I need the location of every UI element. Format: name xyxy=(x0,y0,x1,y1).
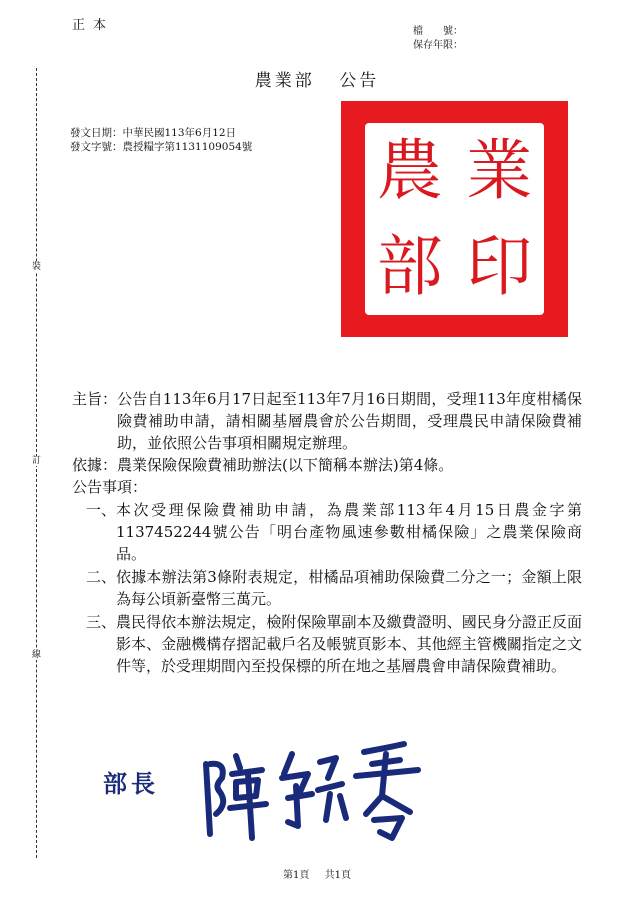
archive-meta xyxy=(413,25,463,53)
handwritten-signature xyxy=(196,734,426,844)
seal-characters xyxy=(365,123,544,315)
subject-paragraph xyxy=(72,388,582,454)
official-seal xyxy=(341,101,568,337)
item-text: 本次受理保險費補助申請，為農業部113年4月15日農金字第1137452244號公告「明台產物風速參數柑橘保險」之農業保險商品。 xyxy=(116,501,582,563)
page-total: 共1頁 xyxy=(324,870,351,881)
announcement-item xyxy=(72,499,582,565)
item-number: 一、 xyxy=(85,501,116,519)
basis-label: 依據： xyxy=(72,456,118,474)
seal-char: 業 xyxy=(466,132,533,209)
item-text: 農民得依本辦法規定，檢附保險單副本及繳費證明、國民身分證正反面影本、金融機構存摺記載戶名及帳號頁影本、其他經主管機關指定之文件等，於受理期間內至投保標的所在地之基層農會申請保險費補助。 xyxy=(116,613,582,675)
item-number: 三、 xyxy=(85,613,116,631)
binding-mark-zhuang: 裝 xyxy=(32,262,42,272)
page-number: 第1頁 xyxy=(283,870,310,881)
basis-paragraph xyxy=(72,454,582,476)
items-label: 公告事項： xyxy=(72,478,148,496)
announcement-body xyxy=(72,388,582,677)
original-copy-label: 正本 xyxy=(72,18,115,33)
item-number: 二、 xyxy=(85,568,116,586)
subject-label: 主旨： xyxy=(72,390,118,408)
page-footer xyxy=(0,866,634,881)
announcement-item xyxy=(72,611,582,677)
binding-mark-xian: 線 xyxy=(32,650,42,660)
seal-face xyxy=(365,123,544,315)
basis-text: 農業保險保險費補助辦法(以下簡稱本辦法)第4條。 xyxy=(117,456,454,474)
retention-label: 保存年限： xyxy=(413,40,463,51)
seal-char: 部 xyxy=(376,228,443,305)
document-title xyxy=(0,66,634,91)
dateline xyxy=(70,126,252,154)
announcement-item xyxy=(72,566,582,610)
file-number-label: 檔 號： xyxy=(413,26,463,37)
signatory-title: 部長 xyxy=(103,769,159,798)
subject-text: 公告自113年6月17日起至113年7月16日期間，受理113年度柑橘保險費補助申請，請相關基層農會於公告期間，受理農民申請保險費補助，並依照公告事項相關規定辦理。 xyxy=(117,390,582,452)
seal-char: 農 xyxy=(376,132,443,209)
item-text: 依據本辦法第3條附表規定，柑橘品項補助保險費二分之一；金額上限為每公頃新臺幣三萬元。 xyxy=(116,568,582,608)
issue-date: 發文日期：中華民國113年6月12日 xyxy=(70,127,237,139)
binding-mark-ding: 訂 xyxy=(32,456,42,466)
document-number: 發文字號：農授糧字第1131109054號 xyxy=(70,141,253,153)
title-type: 公告 xyxy=(339,71,380,91)
seal-char: 印 xyxy=(466,228,533,305)
title-org: 農業部 xyxy=(254,71,315,91)
